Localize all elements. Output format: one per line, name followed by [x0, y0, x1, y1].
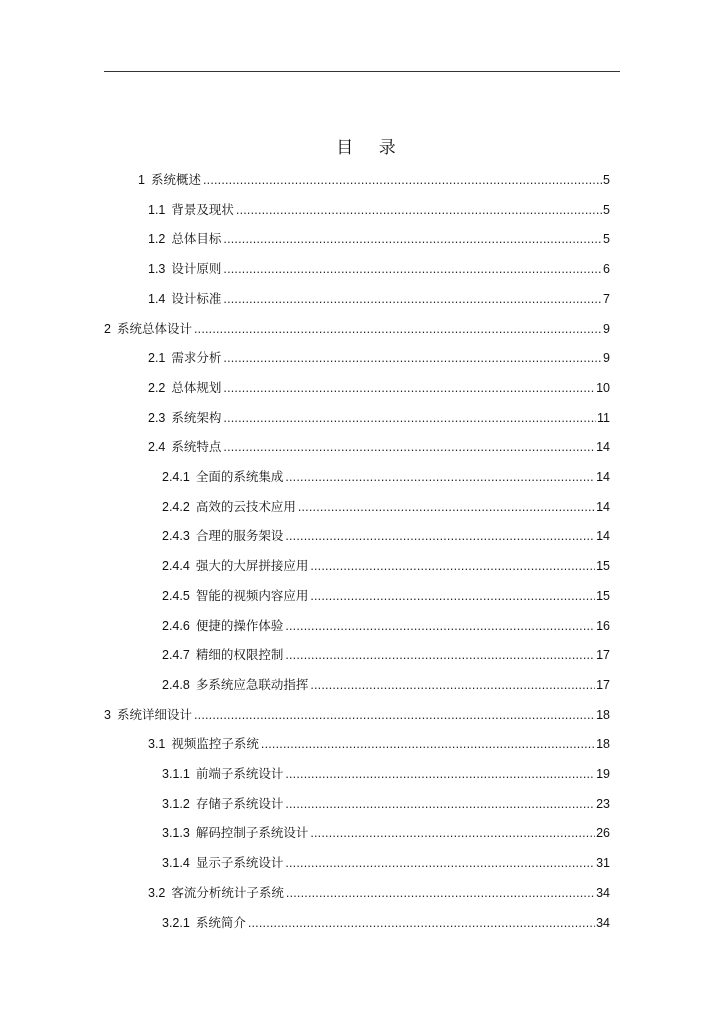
toc-entry-number: 2.3: [148, 411, 166, 425]
toc-dot-leader: [286, 883, 595, 903]
toc-entry-title: 系统详细设计: [116, 707, 192, 722]
toc-entry-number: 3.1: [148, 737, 166, 751]
toc-entry[interactable]: [148, 348, 610, 368]
toc-entry-page-number: 17: [596, 648, 610, 662]
toc-entry[interactable]: [162, 586, 610, 606]
toc-entry-page-number: 26: [596, 826, 610, 840]
toc-dot-leader: [310, 556, 595, 576]
toc-entry-number: 2.4.4: [162, 559, 190, 573]
toc-entry-number: 1.3: [148, 262, 166, 276]
toc-entry-title: 系统概述: [150, 172, 201, 187]
toc-entry-page-number: 14: [596, 470, 610, 484]
toc-dot-leader: [248, 913, 595, 933]
toc-entry-page-number: 5: [603, 173, 610, 187]
toc-entry-page-number: 34: [596, 886, 610, 900]
toc-entry[interactable]: [148, 229, 610, 249]
toc-entry[interactable]: [162, 616, 610, 636]
toc-entry-number: 3.1.2: [162, 797, 190, 811]
toc-entry-page-number: 34: [596, 916, 610, 930]
toc-entry-title: 总体目标: [171, 231, 222, 246]
toc-dot-leader: [194, 319, 602, 339]
toc-entry-number: 2.4.3: [162, 529, 190, 543]
toc-entry-page-number: 14: [596, 440, 610, 454]
toc-entry-number: 2.2: [148, 381, 166, 395]
toc-entry-page-number: 14: [596, 529, 610, 543]
toc-entry-title: 合理的服务架设: [195, 528, 284, 543]
toc-entry-title: 解码控制子系统设计: [195, 825, 309, 840]
toc-dot-leader: [223, 408, 596, 428]
toc-entry-page-number: 15: [596, 559, 610, 573]
toc-entry-number: 1: [138, 173, 145, 187]
toc-entry-number: 3.2.1: [162, 916, 190, 930]
toc-dot-leader: [285, 645, 595, 665]
toc-dot-leader: [285, 616, 595, 636]
toc-entry[interactable]: [162, 556, 610, 576]
toc-entry[interactable]: [148, 289, 610, 309]
toc-entry[interactable]: [104, 319, 610, 339]
toc-entry[interactable]: [162, 853, 610, 873]
toc-entry-page-number: 19: [596, 767, 610, 781]
toc-entry-title: 前端子系统设计: [195, 766, 284, 781]
toc-entry-page-number: 14: [596, 500, 610, 514]
toc-entry-page-number: 31: [596, 856, 610, 870]
header-rule: [104, 71, 620, 72]
toc-entry[interactable]: [148, 437, 610, 457]
toc-entry-title: 系统特点: [171, 439, 222, 454]
toc-dot-leader: [203, 170, 602, 190]
toc-entry-page-number: 9: [603, 351, 610, 365]
toc-entry-number: 2.4.7: [162, 648, 190, 662]
toc-dot-leader: [285, 467, 595, 487]
toc-entry[interactable]: [104, 705, 610, 725]
toc-dot-leader: [223, 437, 595, 457]
toc-entry-number: 1.4: [148, 292, 166, 306]
toc-entry[interactable]: [148, 259, 610, 279]
toc-entry[interactable]: [162, 467, 610, 487]
toc-entry-page-number: 5: [603, 232, 610, 246]
toc-entry-title: 设计原则: [171, 261, 222, 276]
toc-entry-title: 设计标准: [171, 291, 222, 306]
toc-entry-title: 便捷的操作体验: [195, 618, 284, 633]
toc-entry-page-number: 18: [596, 708, 610, 722]
toc-entry[interactable]: [162, 823, 610, 843]
toc-dot-leader: [223, 378, 595, 398]
toc-entry[interactable]: [148, 734, 610, 754]
toc-entry-number: 2.4: [148, 440, 166, 454]
toc-entry-number: 2: [104, 322, 111, 336]
toc-entry-title: 背景及现状: [171, 202, 234, 217]
toc-entry-number: 2.1: [148, 351, 166, 365]
toc-entry-page-number: 9: [603, 322, 610, 336]
toc-entry-number: 3: [104, 708, 111, 722]
toc-dot-leader: [223, 289, 602, 309]
toc-entry-page-number: 23: [596, 797, 610, 811]
toc-dot-leader: [310, 675, 595, 695]
toc-entry-title: 高效的云技术应用: [195, 499, 296, 514]
toc-dot-leader: [285, 526, 595, 546]
toc-entry-number: 1.1: [148, 203, 166, 217]
toc-entry-number: 2.4.2: [162, 500, 190, 514]
toc-entry[interactable]: [162, 794, 610, 814]
toc-entry-number: 3.2: [148, 886, 166, 900]
toc-entry-page-number: 16: [596, 619, 610, 633]
toc-entry[interactable]: [162, 526, 610, 546]
toc-entry-title: 系统架构: [171, 410, 222, 425]
toc-dot-leader: [223, 259, 602, 279]
toc-entry-title: 全面的系统集成: [195, 469, 284, 484]
toc-entry-title: 视频监控子系统: [171, 736, 259, 751]
toc-dot-leader: [285, 853, 595, 873]
toc-entry-page-number: 6: [603, 262, 610, 276]
toc-dot-leader: [194, 705, 595, 725]
toc-dot-leader: [298, 497, 595, 517]
toc-entry-page-number: 11: [597, 411, 610, 425]
toc-dot-leader: [310, 586, 595, 606]
toc-entry-title: 强大的大屏拼接应用: [195, 558, 309, 573]
toc-entry[interactable]: [162, 764, 610, 784]
toc-entry[interactable]: [148, 883, 610, 903]
toc-entry-page-number: 7: [603, 292, 610, 306]
toc-entry-title: 多系统应急联动指挥: [195, 677, 309, 692]
toc-entry-title: 显示子系统设计: [195, 855, 284, 870]
toc-entry-number: 1.2: [148, 232, 166, 246]
toc-entry-page-number: 17: [596, 678, 610, 692]
toc-dot-leader: [261, 734, 595, 754]
toc-entry-title: 总体规划: [171, 380, 222, 395]
toc-title: 目 录: [336, 138, 406, 158]
toc-entry-number: 3.1.3: [162, 826, 190, 840]
toc-entry-number: 2.4.5: [162, 589, 190, 603]
toc-entry[interactable]: [162, 675, 610, 695]
toc-entry-page-number: 15: [596, 589, 610, 603]
toc-entry-title: 系统总体设计: [116, 321, 192, 336]
toc-entry[interactable]: [148, 408, 610, 428]
toc-entry[interactable]: [162, 497, 610, 517]
toc-entry-title: 客流分析统计子系统: [171, 885, 284, 900]
toc-entry[interactable]: [162, 913, 610, 933]
toc-dot-leader: [236, 200, 602, 220]
toc-entry-page-number: 5: [603, 203, 610, 217]
toc-dot-leader: [285, 764, 595, 784]
toc-entry-page-number: 18: [596, 737, 610, 751]
toc-entry-number: 2.4.6: [162, 619, 190, 633]
toc-entry-title: 存储子系统设计: [195, 796, 284, 811]
toc-entry-number: 2.4.1: [162, 470, 190, 484]
toc-dot-leader: [223, 348, 602, 368]
toc-entry[interactable]: [148, 378, 610, 398]
toc-entry-title: 智能的视频内容应用: [195, 588, 309, 603]
toc-entry-title: 精细的权限控制: [195, 647, 284, 662]
toc-entry-number: 2.4.8: [162, 678, 190, 692]
toc-entry-title: 需求分析: [171, 350, 222, 365]
toc-entry-page-number: 10: [596, 381, 610, 395]
toc-dot-leader: [223, 229, 602, 249]
toc-dot-leader: [285, 794, 595, 814]
toc-entry[interactable]: [148, 200, 610, 220]
toc-entry-number: 3.1.1: [162, 767, 190, 781]
toc-entry[interactable]: [138, 170, 610, 190]
toc-entry-title: 系统简介: [195, 915, 246, 930]
toc-dot-leader: [310, 823, 595, 843]
toc-entry-number: 3.1.4: [162, 856, 190, 870]
toc-entry[interactable]: [162, 645, 610, 665]
